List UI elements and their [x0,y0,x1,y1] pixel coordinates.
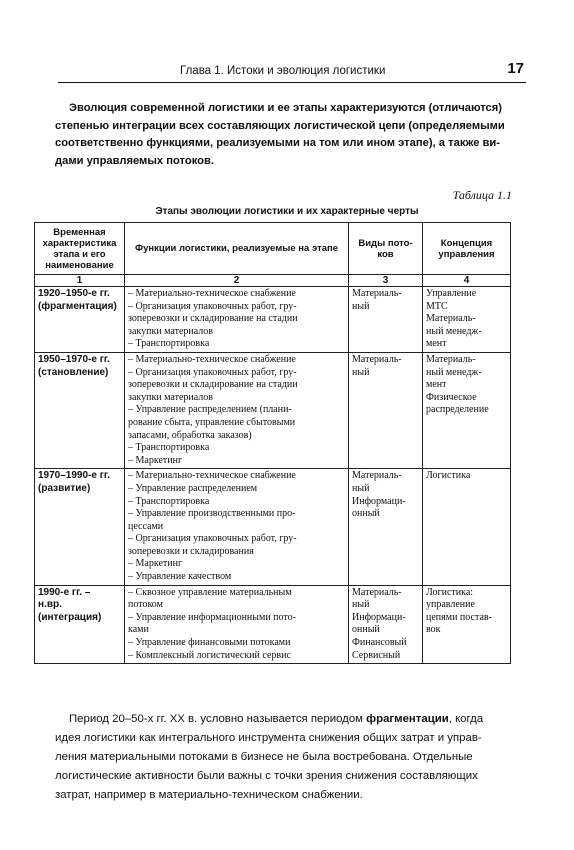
cell-line: Логистика: [426,586,474,598]
cell-line: закупки материалов [128,325,214,337]
table-row [35,287,511,353]
cell-line: – Организация упаковочных работ, гру- [128,533,297,545]
running-header [58,62,526,83]
cell-line: – Транспортировка [128,442,210,454]
column-number: 3 [349,275,423,287]
cell-line: Материаль- [426,313,476,325]
cell-line: Сервисный [352,649,401,661]
cell-line: зоперевозки и складирования [128,545,254,557]
cell-line: онный [352,624,380,636]
evolution-table [34,222,511,664]
cell-line: мент [426,338,447,350]
cell-line: 1950–1970-е гг. [38,353,110,365]
cell-line: потоком [128,599,163,611]
cell-line: (фрагментация) [38,300,117,312]
table-header-row [35,223,511,275]
cell-line: (интеграция) [38,611,102,623]
cell-line: – Управление распределением [128,482,258,494]
cell-line: зоперевозки и складирование на стадии [128,313,298,325]
table-row [35,585,511,664]
intro-line: Эволюция современной логистики и ее этапы характеризуются (отличаются) [69,102,503,114]
cell-line: Материаль- [352,586,402,598]
cell-line: Финансовый [352,637,407,649]
cell-line: рование сбыта, управление сбытовыми [128,416,296,428]
cell-line: Физическое [426,391,477,403]
cell-line: Информаци- [352,611,406,623]
paragraph-text: , когда [448,713,484,725]
paragraph-line [55,710,527,729]
cell-line: – Управление распределением (плани- [128,404,292,416]
period-cell [35,469,125,585]
cell-line: зоперевозки и складирование на стадии [128,379,298,391]
table-row [35,469,511,585]
concept-cell [423,469,511,585]
functions-cell [125,352,349,468]
functions-cell [125,287,349,353]
cell-line: МТС [426,300,448,312]
cell-line: – Управление финансовыми потоками [128,637,291,649]
cell-line: Материаль- [352,470,402,482]
cell-line: – Организация упаковочных работ, гру- [128,300,297,312]
cell-line: запасами, обработка заказов) [128,429,252,441]
cell-line: ный менедж- [426,325,482,337]
column-number: 4 [423,275,511,287]
column-number: 2 [125,275,349,287]
intro-paragraph [55,100,527,170]
intro-line: дами управляемых потоков. [55,154,214,167]
paragraph-line: ления материальными потоками в бизнесе не была востребована. Отдельные [55,751,473,763]
cell-line: – Управление качеством [128,571,232,583]
cell-line: – Комплексный логистический сервис [128,649,291,661]
column-header: Концепция управления [423,223,511,275]
flows-cell [349,352,423,468]
table-label: Таблица 1.1 [452,188,512,202]
paragraph-line: логистические активности были важны с точки зрения снижения составляющих [55,770,478,782]
intro-line: степенью интеграции всех составляющих логистической цепи (определяемыми [55,119,505,132]
cell-line: распределение [426,404,489,416]
cell-line: – Материально-техническое снабжение [128,353,296,365]
column-number-row [35,275,511,287]
cell-line: – Организация упаковочных работ, гру- [128,366,297,378]
flows-cell [349,287,423,353]
flows-cell [349,469,423,585]
cell-line: – Сквозное управление материальным [128,586,292,598]
concept-cell [423,287,511,353]
cell-line: н.вр. [38,599,62,611]
table-body [35,287,511,664]
cell-line: Материаль- [352,288,402,299]
cell-line: ный [352,300,370,312]
cell-line: цессами [128,520,164,532]
cell-line: – Управление информационными пото- [128,611,296,623]
cell-line: ками [128,624,149,636]
cell-line: Информаци- [352,495,406,507]
period-cell [35,287,125,353]
cell-line: Логистика [426,470,471,482]
cell-line: онный [352,508,380,520]
cell-line: 1970–1990-е гг. [38,470,110,482]
cell-line: Материаль- [352,353,402,365]
body-paragraph [55,710,527,805]
cell-line: ный менедж- [426,366,482,378]
concept-cell [423,352,511,468]
paragraph-text: Период 20–50-х гг. XX в. условно называется периодом [69,713,367,725]
cell-line: Материаль- [426,353,476,365]
cell-line: управление [426,599,475,611]
column-header: Временная характеристика этапа и его наименование [35,223,125,275]
table-title: Этапы эволюции логистики и их характерные черты [155,206,419,217]
cell-line: – Транспортировка [128,495,210,507]
intro-line: соответственно функциями, реализуемыми на том или ином этапе), а также ви- [55,137,501,150]
cell-line: вок [426,624,441,636]
paragraph-line: идея логистики как интегрального инструмента снижения общих затрат и управ- [55,732,482,744]
period-cell [35,352,125,468]
cell-line: – Управление производственными про- [128,508,296,520]
cell-line: (развитие) [38,482,91,494]
cell-line: – Материально-техническое снабжение [128,470,296,482]
cell-line: – Материально-техническое снабжение [128,288,296,299]
cell-line: – Маркетинг [128,454,183,466]
functions-cell [125,469,349,585]
column-header: Функции логистики, реализуемые на этапе [125,223,349,275]
column-header: Виды пото-ков [349,223,423,275]
cell-line: ный [352,482,370,494]
concept-cell [423,585,511,664]
table-row [35,352,511,468]
flows-cell [349,585,423,664]
cell-line: ный [352,366,370,378]
cell-line: 1990-е гг. – [38,586,91,598]
page-number: 17 [507,60,524,77]
functions-cell [125,585,349,664]
chapter-title: Глава 1. Истоки и эволюция логистики [180,65,386,77]
cell-line: (становление) [38,366,109,378]
cell-line: – Маркетинг [128,558,183,570]
cell-line: Управление [426,288,477,299]
cell-line: закупки материалов [128,391,214,403]
cell-line: мент [426,379,447,391]
cell-line: 1920–1950-е гг. [38,288,110,299]
paragraph-line: затрат, например в материально-техническом снабжении. [55,789,363,801]
cell-line: – Транспортировка [128,338,210,350]
cell-line: ный [352,599,370,611]
column-number: 1 [35,275,125,287]
term-fragmentation: фрагментации [366,713,449,725]
period-cell [35,585,125,664]
cell-line: цепями постав- [426,611,492,623]
